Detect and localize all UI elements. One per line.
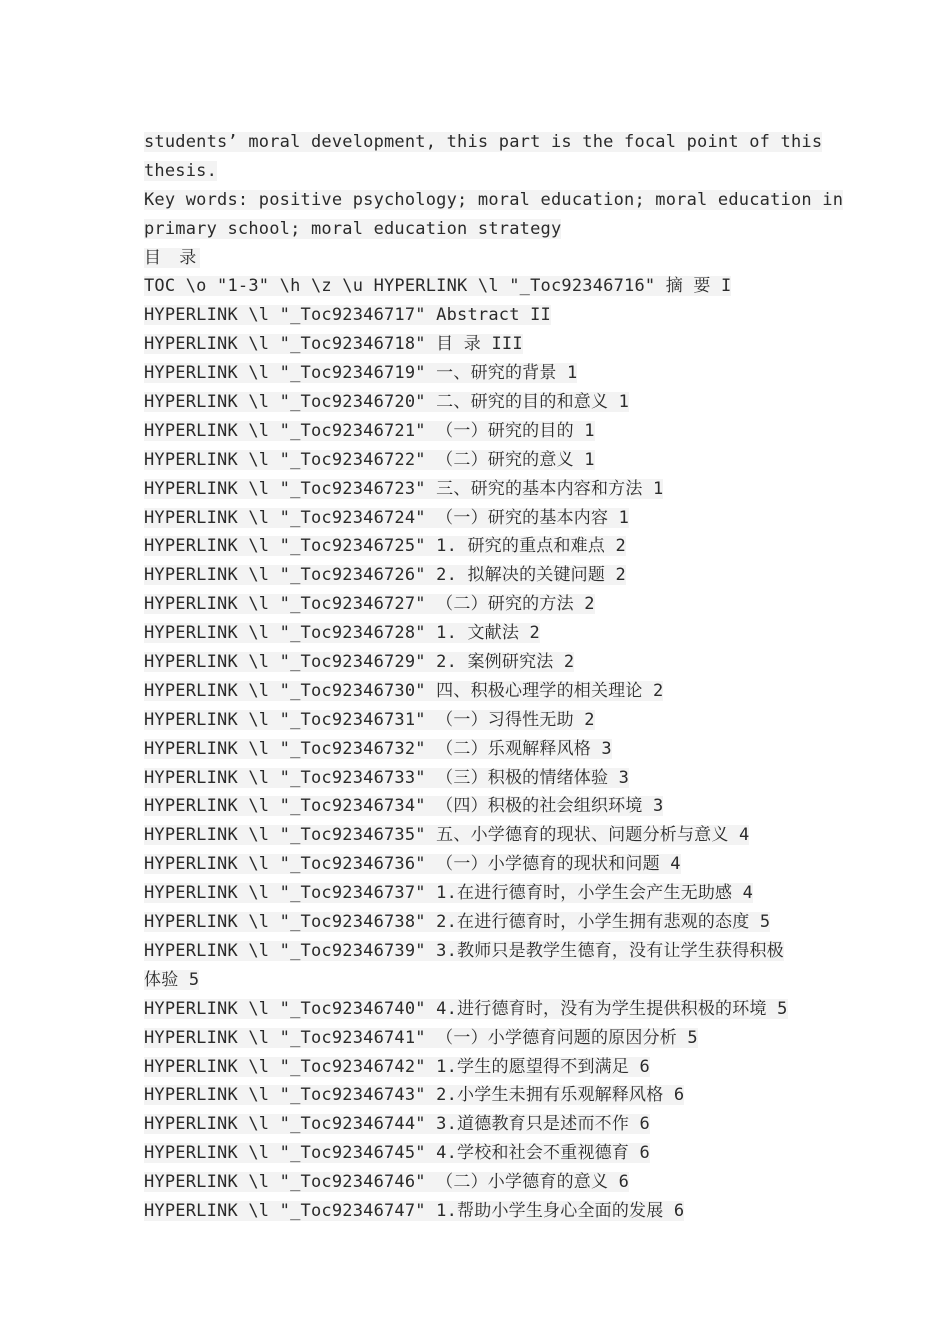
toc-entry-text: HYPERLINK \l "_Toc92346740" 4.进行德育时，没有为学生提供积极的环境 5 xyxy=(144,998,788,1019)
document-content xyxy=(144,128,844,1226)
toc-entry-text: HYPERLINK \l "_Toc92346734" （四）积极的社会组织环境 3 xyxy=(144,796,664,817)
toc-entry[interactable] xyxy=(144,735,804,764)
toc-entry-text: HYPERLINK \l "_Toc92346722" （二）研究的意义 1 xyxy=(144,449,595,470)
toc-entry-text: HYPERLINK \l "_Toc92346747" 1.帮助小学生身心全面的发展 6 xyxy=(144,1200,685,1221)
toc-entry-text: HYPERLINK \l "_Toc92346727" （二）研究的方法 2 xyxy=(144,594,595,615)
toc-entry[interactable] xyxy=(144,446,804,475)
toc-entry-text: HYPERLINK \l "_Toc92346737" 1.在进行德育时，小学生会产生无助感 4 xyxy=(144,883,754,904)
toc-entry[interactable] xyxy=(144,301,804,330)
toc-entry[interactable] xyxy=(144,359,804,388)
toc-entry[interactable] xyxy=(144,966,804,995)
toc-entry[interactable] xyxy=(144,330,804,359)
toc-entry-text: HYPERLINK \l "_Toc92346718" 目 录 III xyxy=(144,334,523,355)
toc-entry-text: HYPERLINK \l "_Toc92346745" 4.学校和社会不重视德育 6 xyxy=(144,1143,650,1164)
toc-entry-text: TOC \o "1-3" \h \z \u HYPERLINK \l "_Toc92346716" 摘 要 I xyxy=(144,276,732,297)
toc-entry-text: HYPERLINK \l "_Toc92346725" 1. 研究的重点和难点 2 xyxy=(144,536,626,557)
toc-entry[interactable] xyxy=(144,1139,804,1168)
toc-entry-text: HYPERLINK \l "_Toc92346720" 二、研究的目的和意义 1 xyxy=(144,392,630,413)
toc-entry[interactable] xyxy=(144,677,804,706)
toc-entry-text: HYPERLINK \l "_Toc92346746" （二）小学德育的意义 6 xyxy=(144,1172,630,1193)
toc-entry[interactable] xyxy=(144,388,804,417)
toc-entry-text: HYPERLINK \l "_Toc92346719" 一、研究的背景 1 xyxy=(144,363,578,384)
toc-entry-text: HYPERLINK \l "_Toc92346730" 四、积极心理学的相关理论 2 xyxy=(144,680,664,701)
toc-entry[interactable] xyxy=(144,648,804,677)
toc-entry[interactable] xyxy=(144,561,804,590)
toc-entry-text: HYPERLINK \l "_Toc92346735" 五、小学德育的现状、问题分析与意义 4 xyxy=(144,825,750,846)
toc-heading: 目 录 xyxy=(144,247,201,268)
toc-entry-text: HYPERLINK \l "_Toc92346736" （一）小学德育的现状和问题 4 xyxy=(144,854,681,875)
toc-entry-text: 体验 5 xyxy=(144,969,200,990)
toc-entry-text: HYPERLINK \l "_Toc92346721" （一）研究的目的 1 xyxy=(144,420,595,441)
toc-entry[interactable] xyxy=(144,1081,804,1110)
abstract-line: thesis. xyxy=(144,160,218,181)
toc-entry[interactable] xyxy=(144,272,804,301)
toc-entry[interactable] xyxy=(144,792,804,821)
table-of-contents xyxy=(144,272,804,1225)
toc-entry-text: HYPERLINK \l "_Toc92346728" 1. 文献法 2 xyxy=(144,623,540,644)
toc-entry[interactable] xyxy=(144,475,804,504)
toc-entry-text: HYPERLINK \l "_Toc92346744" 3.道德教育只是述而不作 6 xyxy=(144,1114,650,1135)
toc-entry-text: HYPERLINK \l "_Toc92346726" 2. 拟解决的关键问题 2 xyxy=(144,565,626,586)
toc-entry[interactable] xyxy=(144,821,804,850)
toc-entry-text: HYPERLINK \l "_Toc92346738" 2.在进行德育时，小学生拥有悲观的态度 5 xyxy=(144,912,771,933)
toc-entry[interactable] xyxy=(144,706,804,735)
toc-entry[interactable] xyxy=(144,1053,804,1082)
toc-entry[interactable] xyxy=(144,1197,804,1226)
toc-entry[interactable] xyxy=(144,908,804,937)
toc-entry[interactable] xyxy=(144,937,804,966)
toc-entry-text: HYPERLINK \l "_Toc92346741" （一）小学德育问题的原因分析 5 xyxy=(144,1027,698,1048)
toc-entry[interactable] xyxy=(144,764,804,793)
toc-entry-text: HYPERLINK \l "_Toc92346743" 2.小学生未拥有乐观解释风格 6 xyxy=(144,1085,685,1106)
toc-entry-text: HYPERLINK \l "_Toc92346742" 1.学生的愿望得不到满足 6 xyxy=(144,1056,650,1077)
toc-entry[interactable] xyxy=(144,590,804,619)
toc-entry-text: HYPERLINK \l "_Toc92346739" 3.教师只是教学生德育，没有让学生获得积极 xyxy=(144,940,784,961)
toc-entry-text: HYPERLINK \l "_Toc92346731" （一）习得性无助 2 xyxy=(144,709,595,730)
toc-entry-text: HYPERLINK \l "_Toc92346723" 三、研究的基本内容和方法 1 xyxy=(144,478,664,499)
toc-entry[interactable] xyxy=(144,1024,804,1053)
keywords-line: primary school; moral education strategy xyxy=(144,218,562,239)
toc-entry[interactable] xyxy=(144,1110,804,1139)
toc-entry-text: HYPERLINK \l "_Toc92346729" 2. 案例研究法 2 xyxy=(144,652,575,673)
toc-entry[interactable] xyxy=(144,1168,804,1197)
toc-entry[interactable] xyxy=(144,417,804,446)
toc-entry[interactable] xyxy=(144,850,804,879)
abstract-line: students’ moral development, this part is the focal point of this xyxy=(144,132,823,152)
toc-entry[interactable] xyxy=(144,532,804,561)
toc-entry[interactable] xyxy=(144,879,804,908)
toc-entry-text: HYPERLINK \l "_Toc92346733" （三）积极的情绪体验 3 xyxy=(144,767,630,788)
toc-entry[interactable] xyxy=(144,504,804,533)
toc-entry[interactable] xyxy=(144,619,804,648)
toc-entry-text: HYPERLINK \l "_Toc92346732" （二）乐观解释风格 3 xyxy=(144,738,612,759)
toc-entry-text: HYPERLINK \l "_Toc92346717" Abstract II xyxy=(144,305,551,326)
keywords-line: Key words: positive psychology; moral education; moral education in xyxy=(144,189,844,210)
toc-entry-text: HYPERLINK \l "_Toc92346724" （一）研究的基本内容 1 xyxy=(144,507,630,528)
toc-entry[interactable] xyxy=(144,995,804,1024)
